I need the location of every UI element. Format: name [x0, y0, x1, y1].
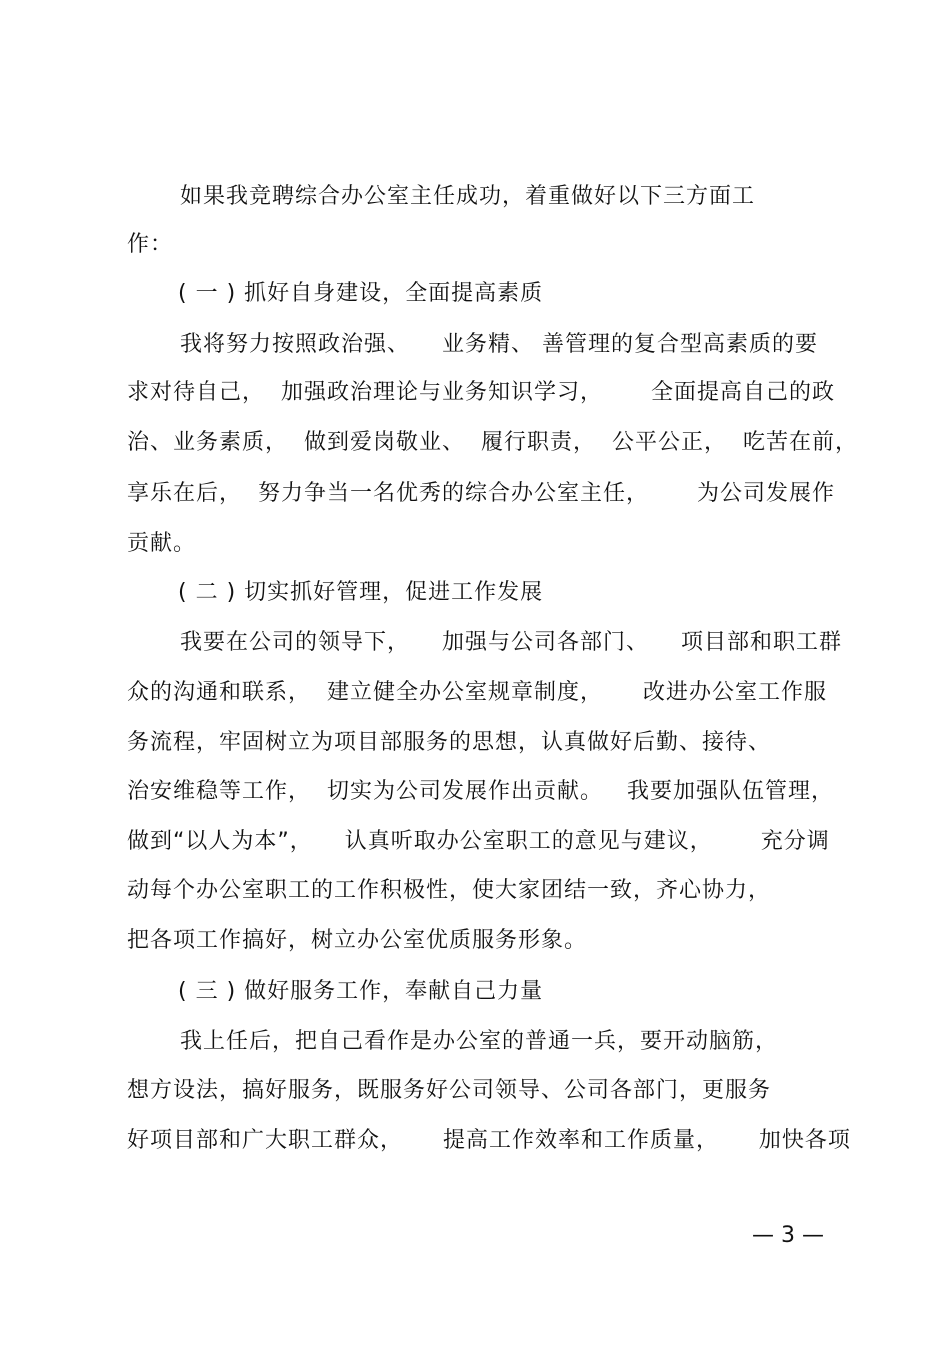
text-line: 治安维稳等工作， 切实为公司发展作出贡献。 我要加强队伍管理，: [127, 779, 834, 804]
text-line: 动每个办公室职工的工作积极性，使大家团结一致，齐心协力，: [127, 878, 772, 903]
text-line: 想方设法，搞好服务，既服务好公司领导、公司各部门，更服务: [127, 1078, 772, 1103]
section-heading: ( 一 ) 抓好自身建设，全面提高素质: [178, 281, 544, 306]
section-heading: ( 二 ) 切实抓好管理，促进工作发展: [178, 580, 544, 605]
text-line: 做到“以人为本”， 认真听取办公室职工的意见与建议， 充分调: [127, 829, 830, 854]
text-line: 我要在公司的领导下， 加强与公司各部门、 项目部和职工群: [180, 630, 842, 655]
text-line: 求对待自己， 加强政治理论与业务知识学习， 全面提高自己的政: [127, 380, 835, 405]
text-line: 作：: [127, 232, 174, 257]
text-line: 享乐在后， 努力争当一名优秀的综合办公室主任， 为公司发展作: [127, 481, 835, 506]
text-line: 贡献。: [127, 531, 197, 556]
text-line: 治、业务素质， 做到爱岗敬业、 履行职责， 公平公正， 吃苦在前，: [127, 430, 858, 455]
text-line: 务流程，牢固树立为项目部服务的思想，认真做好后勤、接待、: [127, 730, 772, 755]
text-line: 我将努力按照政治强、 业务精、 善管理的复合型高素质的要: [180, 332, 818, 357]
text-line: 众的沟通和联系， 建立健全办公室规章制度， 改进办公室工作服: [127, 680, 827, 705]
text-line: 把各项工作搞好，树立办公室优质服务形象。: [127, 928, 588, 953]
text-line: 好项目部和广大职工群众， 提高工作效率和工作质量， 加快各项: [127, 1128, 851, 1153]
section-heading: ( 三 ) 做好服务工作，奉献自己力量: [178, 979, 544, 1004]
page-number: — 3 —: [752, 1223, 824, 1248]
text-line: 我上任后，把自己看作是办公室的普通一兵，要开动脑筋，: [180, 1029, 779, 1054]
text-line: 如果我竞聘综合办公室主任成功，着重做好以下三方面工: [180, 184, 756, 209]
